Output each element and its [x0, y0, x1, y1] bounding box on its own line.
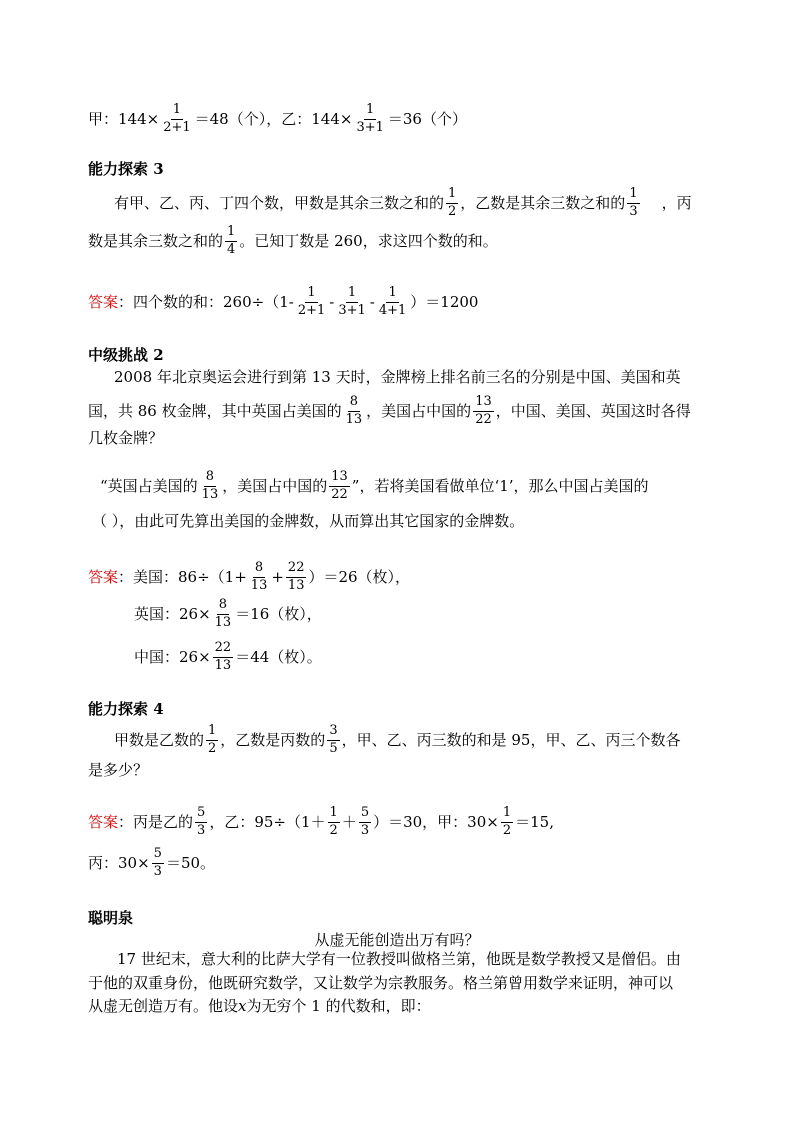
- fraction: $\frac{1}{2+1}$: [297, 285, 326, 318]
- answer-label: 答案: [88, 567, 119, 586]
- fraction: $\frac{3}{5}$: [329, 723, 338, 756]
- story-paragraph-line: 17 世纪末，意大利的比萨大学有一位教授叫做格兰第，他既是数学教授又是僧侣。由: [117, 950, 681, 968]
- hint-line: “英国占美国的 $\frac{8}{13}$ ，美国占中国的 $\frac{13}{22}$ ”，若将美国看做单位‘1’，那么中国占美国的: [100, 469, 649, 502]
- fraction: $\frac{1}{2}$: [502, 805, 512, 838]
- fraction: $\frac{1}{4}$: [227, 224, 236, 257]
- question-line: 数是其余三数之和的 $\frac{1}{4}$ 。已知丁数是 260，求这四个数的和。: [88, 224, 498, 257]
- story-paragraph-line: 从虚无创造万有。他设 x 为无穷个 1 的代数和，即：: [88, 997, 431, 1015]
- fraction: $\frac{1}{2}$: [208, 723, 217, 756]
- answer-label: 答案: [88, 812, 119, 831]
- answer-line: 答案 ：美国：86÷（1+ $\frac{8}{13}$ + $\frac{22}{13}$ ）＝26（枚），: [88, 560, 411, 593]
- variable-x: x: [238, 997, 247, 1015]
- intro-answer-line: [88, 103, 467, 136]
- section-heading-ability-4: 能力探索 4: [88, 700, 164, 718]
- fraction: $\frac{1}{2}$: [329, 805, 338, 838]
- answer-line: 答案 ：丙是乙的 $\frac{5}{3}$ ，乙：95÷（1＋ $\frac{1}{2}$ ＋ $\frac{5}{3}$ ）＝30，甲：30× $\frac{1}{2}$ ＝15,: [88, 805, 554, 838]
- section-heading-ability-3: 能力探索 3: [88, 160, 164, 178]
- fraction: $\frac{1}{3+1}$: [338, 285, 366, 318]
- text: ＝36（个）: [387, 109, 467, 128]
- answer-line: 中国：26× $\frac{22}{13}$ ＝44（枚）。: [134, 640, 322, 673]
- fraction: $\frac{1}{3}$: [629, 186, 638, 219]
- hint-line: （ ），由此可先算出美国的金牌数，从而算出其它国家的金牌数。: [92, 512, 525, 530]
- fraction: $\frac{8}{13}$: [201, 469, 219, 502]
- fraction: $\frac{22}{13}$: [287, 560, 305, 593]
- question-line: 甲数是乙数的 $\frac{1}{2}$ ，乙数是丙数的 $\frac{3}{5}$ ，甲、乙、丙三数的和是 95，甲、乙、丙三个数各: [114, 723, 681, 756]
- story-paragraph-line: 于他的双重身份，他既研究数学，又让数学为宗教服务。格兰第曾用数学来证明，神可以: [88, 974, 674, 992]
- question-line: 几枚金牌？: [88, 429, 164, 447]
- section-heading-challenge-2: 中级挑战 2: [88, 346, 164, 364]
- question-line: 有甲、乙、丙、丁四个数，甲数是其余三数之和的 $\frac{1}{2}$ ，乙数是其余三数之和的 $\frac{1}{3}$ ，丙: [114, 186, 692, 219]
- answer-line: 丙：30× $\frac{5}{3}$ ＝50。: [88, 846, 216, 879]
- answer-line: 英国：26× $\frac{8}{13}$ ＝16（枚），: [134, 597, 322, 630]
- answer-line: 答案 ：四个数的和：260÷（1- $\frac{1}{2+1}$ - $\frac{1}{3+1}$ - $\frac{1}{4+1}$ ）＝1200: [88, 285, 479, 318]
- fraction: $\frac{8}{13}$: [345, 394, 363, 427]
- fraction: $\frac{8}{13}$: [250, 560, 268, 593]
- story-title: 从虚无能创造出万有吗？: [314, 931, 480, 949]
- fraction: $\frac{5}{3}$: [197, 805, 206, 838]
- fraction: $\frac{5}{3}$: [153, 846, 162, 879]
- fraction: $\frac{22}{13}$: [214, 640, 232, 673]
- text: ＝48（个），乙：144×: [194, 109, 353, 128]
- answer-label: 答案: [88, 292, 119, 311]
- fraction: $\frac{5}{3}$: [360, 805, 370, 838]
- section-heading-smart-spring: 聪明泉: [88, 909, 134, 927]
- question-line: 国，共 86 枚金牌，其中英国占美国的 $\frac{8}{13}$ ，美国占中国的 $\frac{13}{22}$ ，中国、美国、英国这时各得: [88, 394, 691, 427]
- fraction: $\frac{8}{13}$: [214, 597, 232, 630]
- fraction: $\frac{1}{4+1}$: [378, 285, 407, 318]
- fraction: $\frac{13}{22}$: [475, 394, 492, 427]
- fraction: $\frac{1}{3+1}$: [356, 102, 384, 135]
- question-line: 是多少？: [88, 761, 149, 779]
- fraction: $\frac{13}{22}$: [331, 469, 348, 502]
- fraction: $\frac{1}{2+1}$: [163, 102, 191, 135]
- fraction: $\frac{1}{2}$: [448, 186, 457, 219]
- question-line: 2008 年北京奥运会进行到第 13 天时，金牌榜上排名前三名的分别是中国、美国和英: [114, 368, 681, 386]
- text: 甲：144×: [88, 109, 160, 128]
